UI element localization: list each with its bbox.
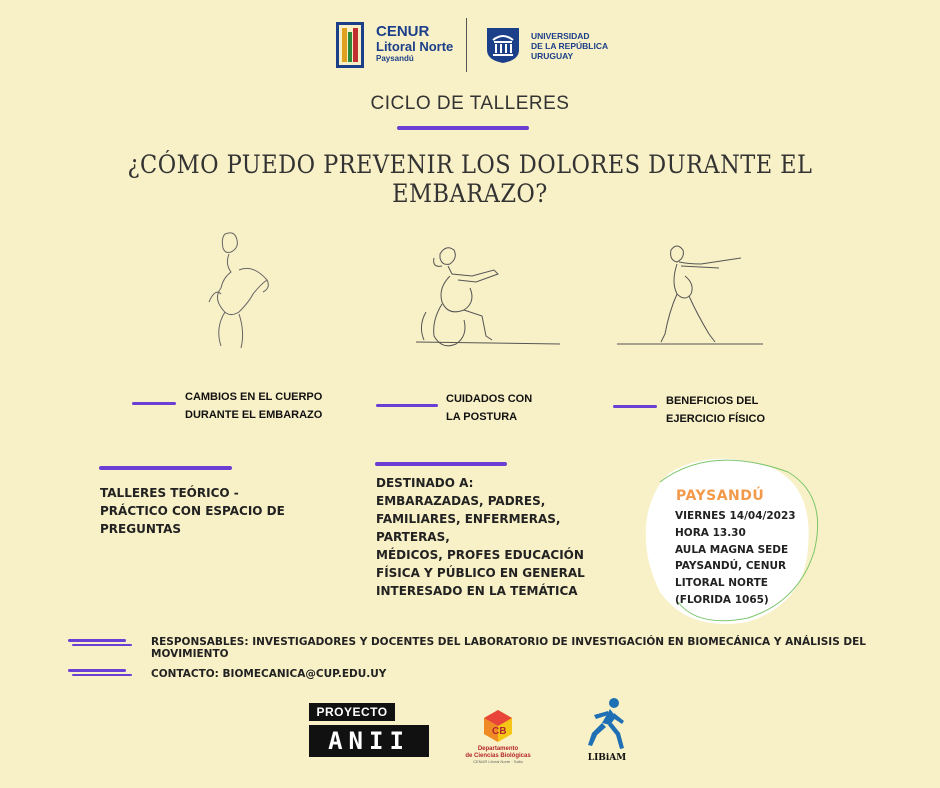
cenur-wordmark [376,24,453,64]
audience-line-3: FAMILIARES, ENFERMERAS, [376,512,561,526]
subtitle: CICLO DE TALLERES [370,93,570,114]
audience-underline [375,462,507,466]
event-venue-2: PAYSANDÚ, CENUR [675,560,787,573]
audience-line-1: DESTINADO A: [376,476,474,490]
anii-logo-bottom: ANII [309,725,429,757]
dcb-logo-icon [480,708,516,744]
audience-line-7: INTERESADO EN LA TEMÁTICA [376,584,578,598]
format-line-1: TALLERES TEÓRICO - [100,486,239,500]
event-address: (FLORIDA 1065) [675,593,769,606]
event-venue-3: LITORAL NORTE [675,577,768,590]
topic-body-changes [185,389,322,424]
topic-exercise-benefits [666,393,765,428]
format-line-2: PRÁCTICO CON ESPACIO DE [100,504,285,518]
event-venue-1: AULA MAGNA SEDE [675,543,789,556]
responsables-text: RESPONSABLES: INVESTIGADORES Y DOCENTES DEL LABORATORIO DE INVESTIGACIÓN EN BIOMECÁNICA Y ANÁLISIS DEL MOVIMIENTO [151,636,866,660]
topic-posture-care [446,391,532,426]
subtitle-underline [397,126,529,130]
page-title: ¿CÓMO PUEDO PREVENIR LOS DOLORES DURANTE EL EMBARAZO? [127,150,813,208]
event-city: PAYSANDÚ [676,488,765,504]
format-line-3: PREGUNTAS [100,522,182,536]
topic-3-marker [613,405,657,408]
svg-text:CB: CB [492,726,507,737]
cenur-logo [336,22,364,68]
target-audience [376,474,585,600]
event-details [675,508,796,609]
responsables-marker [68,639,126,642]
topic-2-line-1: CUIDADOS CON [446,393,533,405]
exercising-woman-illustration [615,238,765,350]
udelar-line-2: DE LA REPÚBLICA [531,40,609,51]
udelar-line-3: URUGUAY [531,50,574,61]
udelar-seal-icon [485,26,521,64]
pregnant-woman-profile-illustration [195,228,285,353]
contacto-marker [68,669,126,672]
dcb-wordmark [456,746,540,764]
event-date: VIERNES 14/04/2023 [675,510,796,522]
audience-line-6: FÍSICA Y PÚBLICO EN GENERAL [376,566,585,580]
cenur-city: Paysandú [376,54,414,64]
audience-line-5: MÉDICOS, PROFES EDUCACIÓN [376,548,584,562]
udelar-line-1: UNIVERSIDAD [531,31,590,41]
runner-icon [586,697,628,752]
anii-logo-top: PROYECTO [309,703,395,721]
workshop-format [100,484,285,538]
cenur-name: CENUR [376,23,430,40]
topic-1-marker [132,402,176,405]
audience-line-2: EMBARAZADAS, PADRES, [376,494,546,508]
libiam-wordmark: LIBiAM [587,753,627,763]
format-underline [99,466,232,470]
udelar-wordmark [531,32,608,61]
dcb-line-3: CENUR Litoral Norte · Salto [473,758,523,764]
dcb-line-2: de Ciencias Biológicas [465,752,531,759]
event-time: HORA 13.30 [675,526,746,539]
cenur-region: Litoral Norte [376,38,454,54]
topic-2-line-2: LA POSTURA [446,410,518,423]
seated-woman-posture-illustration [412,240,562,365]
topic-1-line-1: CAMBIOS EN EL CUERPO [185,391,323,403]
anii-logo [309,703,429,757]
dcb-line-1: Departamento [477,746,519,752]
topic-3-line-2: EJERCICIO FÍSICO [666,412,766,425]
header-divider [466,18,467,72]
topic-3-line-1: BENEFICIOS DEL [666,395,759,407]
topic-1-line-2: DURANTE EL EMBARAZO [185,408,323,421]
audience-line-4: PARTERAS, [376,530,450,544]
topic-2-marker [376,404,438,407]
contact-email[interactable]: CONTACTO: BIOMECANICA@CUP.EDU.UY [151,668,387,680]
